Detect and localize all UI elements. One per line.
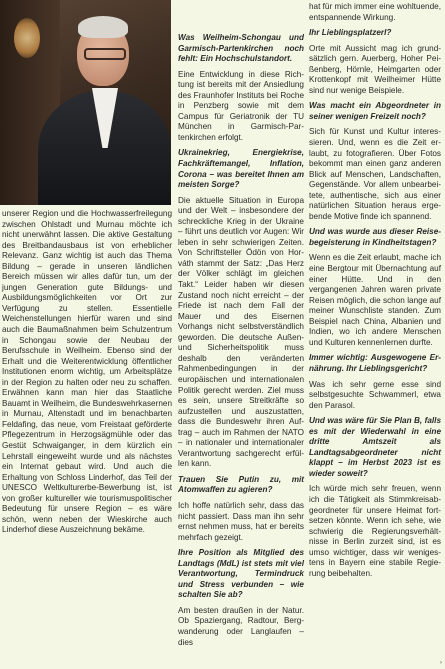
page-number: › bbox=[440, 660, 442, 666]
interview-answer: Sich für Kunst und Kultur interessieren. Und, wenn es die Zeit erlaubt, zu fotografieren. Über Fotos bekommt man einen ganz anderen Blick auf Menschen, Landschaften, Gegenstände. Vor allem unbearbeitete, authentische, sich aus einer natürlichen Situation heraus ergebende Motive finde ich spannend. bbox=[309, 127, 441, 221]
photo-glasses bbox=[84, 48, 126, 60]
interview-question: Was macht ein Abgeordneter in seiner wenigen Freizeit noch? bbox=[309, 101, 441, 121]
interview-answer: Orte mit Aussicht mag ich grundsätzlich gern. Auerberg, Hoher Peißenberg, Hörnle, Heimgarten oder Krottenkopf mit Weilheimer Hütte sind nur wenige Beispiele. bbox=[309, 43, 441, 95]
interview-answer: hat für mich immer eine wohltuende, entspannende Wirkung. bbox=[309, 2, 441, 22]
interview-answer: Eine Entwicklung in diese Richtung ist bereits mit der Ansiedlung des Fraunhofer Instituts bei Roche in Penzberg sowie mit dem Campus für Geriatronik der TU München in Garmisch-Partenkirchen erfolgt. bbox=[178, 69, 304, 142]
photo-lamp bbox=[14, 18, 40, 58]
interview-question: Was Weilheim-Schongau und Garmisch-Partenkirchen noch fehlt: Ein Hochschulstandort. bbox=[178, 33, 304, 64]
interview-answer: Am besten draußen in der Natur. Ob Spaziergang, Radtour, Bergwanderung oder Langlaufen – dies bbox=[178, 605, 304, 647]
interview-question: Ukrainekrieg, Energiekrise, Fachkräftemangel, Inflation, Corona – was bereitet Ihnen am meisten Sorge? bbox=[178, 148, 304, 190]
interview-question: Und was wäre für Sie Plan B, falls es mit der Wiederwahl in eine dritte Amtszeit als Landtagsabgeordneter nicht klappt – im Herbst 2023 ist es wieder soweit? bbox=[309, 416, 441, 478]
interview-question: Immer wichtig: Ausgewogene Ernährung. Ihr Lieblingsgericht? bbox=[309, 353, 441, 373]
text-column-3 bbox=[309, 2, 441, 584]
interview-question: Und was wurde aus dieser Reisebegeisterung in Kindheitstagen? bbox=[309, 227, 441, 247]
interview-question: Ihr Lieblingsplatzerl? bbox=[309, 28, 392, 38]
interview-answer: Ich hoffe natürlich sehr, dass das nicht passiert. Dass man ihn sehr ernst nehmen muss, hat er bereits mehrfach gezeigt. bbox=[178, 500, 304, 542]
interview-question: Trauen Sie Putin zu, mit Atomwaffen zu agieren? bbox=[178, 474, 304, 495]
photo-hair bbox=[78, 16, 128, 38]
text-column-2 bbox=[178, 33, 304, 653]
interview-answer: Die aktuelle Situation in Europa und der Welt – insbesondere der schreckliche Krieg in der Ukraine – führt uns deutlich vor Augen: Wir leben in sehr schwierigen Zeiten. Von Schriftsteller Ödön von Horváth stammt der Satz: „Das Herz der Völker schlägt im gleichen Takt.“ Leider haben wir diesen Zustand noch nicht erreicht – der Friede ist nach dem Fall der Mauer und des Eisernen Vorhangs nicht selbstverständlich geworden. Die deutsche Außen- und Sicherheitspolitik muss deshalb den veränderten Rahmenbedingungen in der europäischen und internationalen Politik gerecht werden. Ziel muss es sein, unsere Streitkräfte so aufzustellen und auszustatten, dass die Bundeswehr ihren Auftrag – auch im Rahmen der NATO – in nationaler und internationaler Verantwortung sachgerecht erfüllen kann. bbox=[178, 195, 304, 469]
text-column-1 bbox=[2, 209, 172, 541]
portrait-photo bbox=[0, 0, 171, 205]
paragraph: unserer Region und die Hochwasserfreilegung zwischen Ohlstadt und Murnau möchte ich nicht unerwähnt lassen. Die aktive Gestaltung des Breitbandausbaus ist von erheblicher Relevanz. Ganz wichtig ist auch das Thema Bildung – gerade in unseren ländlichen Bereich müssen wir alles dafür tun, um der jungen Generation gute Bildungs- und Ausbildungsmöglichkeiten vor Ort zur Verfügung zu stellen. Essentielle Weichenstellungen hierfür waren und sind auch die Baumaßnahmen beim Schulzentrum in Schongau sowie der Neubau der Berufsschule in Weilheim. Ebenso sind der Erhalt und die Weiterentwicklung öffentlicher Institutionen enorm wichtig, um Arbeitsplätze in der Region zu halten oder neu zu schaffen. Erwähnen kann man hier das Staatliche Bauamt in Weilheim, die Bundeswehrkasernen in Murnau, Altenstadt und im benachbarten Feldafing, das neue, vom Freistaat geförderte Pflegezentrum in Herzogsägmühle oder das Gestüt Schwaiganger, in dem kürzlich ein Lehrstall eingeweiht wurde und als nächstes ein Internat gebaut wird. Und auch die Erhaltung von Schloss Linderhof, das Teil der UNESCO Weltkulturerbe-Bewerbung ist, ist von großer kultureller wie tourismuspolitischer Bedeutung für unsere Region – es wäre schön, wenn neben der Wieskirche auch Linderhof diese Auszeichnung bekäme. bbox=[2, 209, 172, 535]
interview-answer: Ich würde mich sehr freuen, wenn ich die Tätigkeit als Stimmkreisabgeordneter für unsere Heimat fortsetzen könnte. Wenn ich sehe, wie schwierig die Regierungsverhältnisse in Berlin zurzeit sind, ist es umso wichtiger, dass wir wenigestens in Bayern eine stabile Regierung beibehalten. bbox=[309, 484, 441, 578]
interview-answer: Was ich sehr gerne esse sind selbstgesuchte Schwammerl, etwa den Parasol. bbox=[309, 379, 441, 410]
interview-question: Ihre Position als Mitglied des Landtags (MdL) ist stets mit viel Verantwortung, Termindruck und Stress verbunden – wie schalten Sie ab? bbox=[178, 548, 304, 600]
interview-answer: Wenn es die Zeit erlaubt, mache ich eine Bergtour mit Übernachtung auf einer Hütte. Und in den vergangenen Jahren waren private Reisen möglich, die schon lange auf meiner Wunschliste standen. Zum Beispiel nach China, Albanien und Indien, wo ich andere Menschen und Kulturen kennenlernen durfte. bbox=[309, 253, 441, 347]
